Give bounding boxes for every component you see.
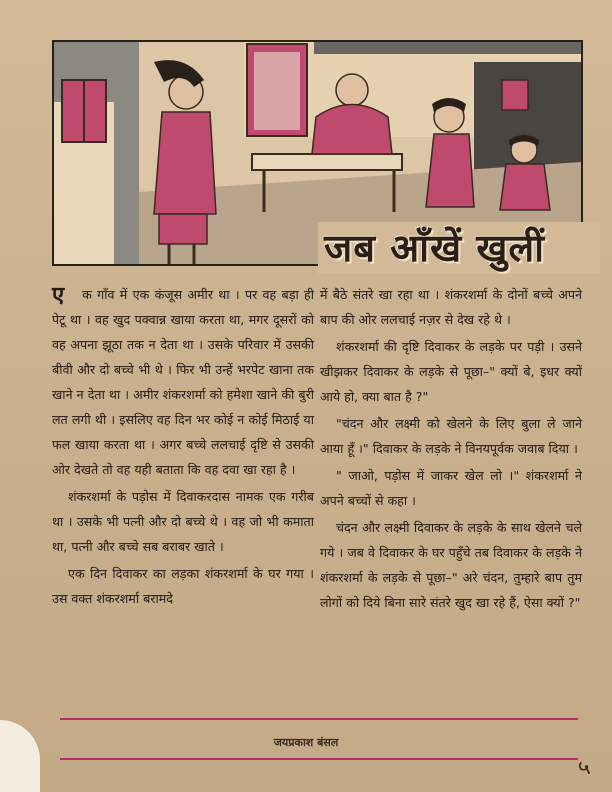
story-title: जब आँखें खुलीं xyxy=(318,222,600,274)
paragraph: में बैठे संतरे खा रहा था । शंकरशर्मा के दोनों बच्चे अपने बाप की ओर ललचाई नज़र से देख रहे थे । xyxy=(320,287,582,327)
dropcap: ए xyxy=(52,283,65,308)
paragraph: शंकरशर्मा की दृष्टि दिवाकर के लड़के पर पड़ी । उसने खीझकर दिवाकर के लड़के से पूछा–" क्यों बे, इधर क्यों आये हो, क्या बात है ?" xyxy=(320,339,582,404)
author-name: जयप्रकाश बंसल xyxy=(273,736,339,749)
footer-rule-top xyxy=(60,718,578,720)
paragraph: ए क गाँव में एक कंजूस अमीर था । पर वह बड़ा ही पेटू था । वह खुद पक्वान्न खाया करता था, मगर दूसरों को वह अपना झूठा तक न देता था । उसके परिवार में उसकी बीवी और दो बच्चे भी थे । फिर भी उन्हें भरपेट खाना तक खाने न देता था । अमीर शंकरशर्मा को हमेशा खाने की बुरी लत लगी थी । इसलिए वह दिन भर कोई न कोई मिठाई या फल खाया करता था । अगर बच्चे ललचाई दृष्टि से उसकी ओर देखते तो वह यही बताता कि वह दवा खा रहा है । xyxy=(52,282,314,482)
page-number: ५ xyxy=(575,754,593,783)
right-column xyxy=(320,282,582,617)
left-column xyxy=(52,282,314,613)
paragraph: "चंदन और लक्ष्मी को खेलने के लिए बुला ले जाने आया हूँ ।" दिवाकर के लड़के ने विनयपूर्वक जवाब दिया । xyxy=(320,416,582,456)
footer-rule-bottom xyxy=(60,758,578,760)
torn-corner xyxy=(0,720,40,792)
paragraph: शंकरशर्मा के पड़ोस में दिवाकरदास नामक एक गरीब था । उसके भी पत्नी और दो बच्चे थे । वह जो भी कमाता था, पत्नी और बच्चे सब बराबर खाते । xyxy=(52,489,314,554)
paragraph: चंदन और लक्ष्मी दिवाकर के लड़के के साथ खेलने चले गये । जब वे दिवाकर के घर पहुँचे तब दिवाकर के लड़के ने शंकरशर्मा के लड़के से पूछा–" अरे चंदन, तुम्हारे बाप तुम लोगों को दिये बिना सारे संतरे खुद खा रहे हैं, ऐसा क्यों ?" xyxy=(320,520,582,610)
paragraph: एक दिन दिवाकर का लड़का शंकरशर्मा के घर गया । उस वक्त शंकरशर्मा बरामदे xyxy=(52,566,314,606)
paragraph: " जाओ, पड़ोस में जाकर खेल लो ।" शंकरशर्मा ने अपने बच्चों से कहा । xyxy=(320,468,582,508)
